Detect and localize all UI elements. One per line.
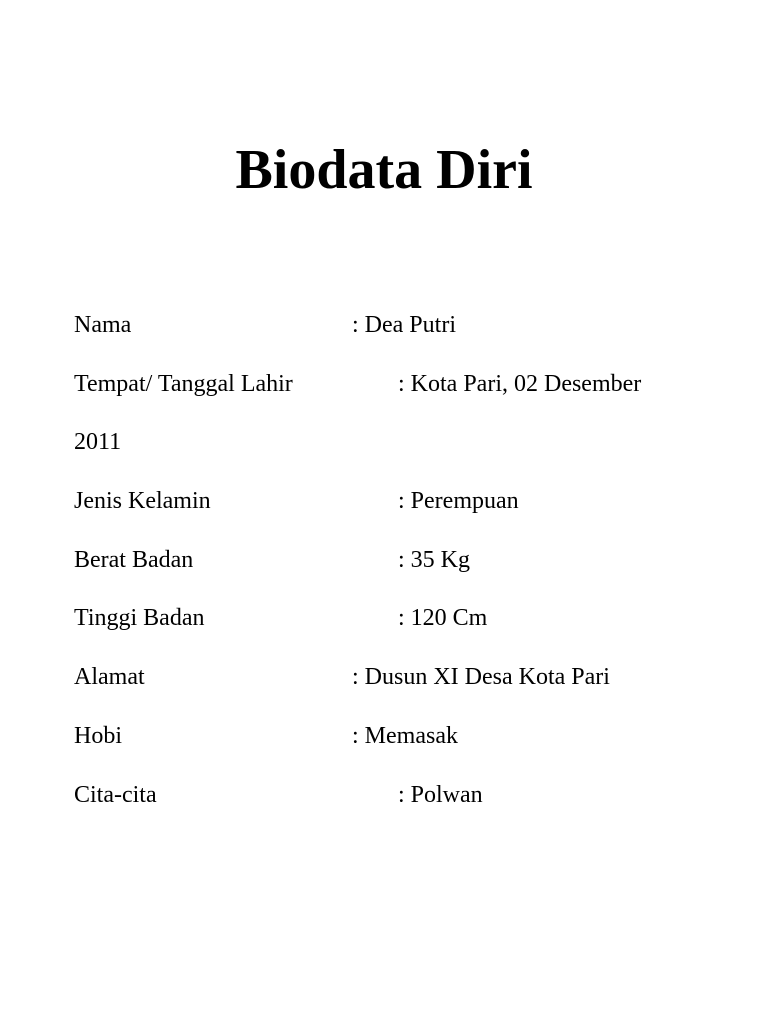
field-value-nama: : Dea Putri	[352, 312, 456, 338]
field-label-cita-cita: Cita-cita	[74, 782, 157, 808]
field-value-alamat: : Dusun XI Desa Kota Pari	[352, 664, 610, 690]
field-label-jenis-kelamin: Jenis Kelamin	[74, 488, 211, 514]
field-label-alamat: Alamat	[74, 664, 145, 690]
field-value-tinggi-badan: : 120 Cm	[398, 605, 488, 631]
field-value-cita-cita: : Polwan	[398, 782, 483, 808]
field-value-berat-badan: : 35 Kg	[398, 547, 470, 573]
field-label-hobi: Hobi	[74, 723, 122, 749]
field-value-continuation: 2011	[74, 429, 122, 455]
field-value-jenis-kelamin: : Perempuan	[398, 488, 519, 514]
field-value-hobi: : Memasak	[352, 723, 458, 749]
field-label-berat-badan: Berat Badan	[74, 547, 194, 573]
field-label-tinggi-badan: Tinggi Badan	[74, 605, 205, 631]
page-title: Biodata Diri	[235, 139, 533, 201]
field-label-nama: Nama	[74, 312, 132, 338]
field-value-tempat-tanggal-lahir: : Kota Pari, 02 Desember	[398, 371, 642, 397]
field-label-tempat-tanggal-lahir: Tempat/ Tanggal Lahir	[74, 371, 293, 397]
